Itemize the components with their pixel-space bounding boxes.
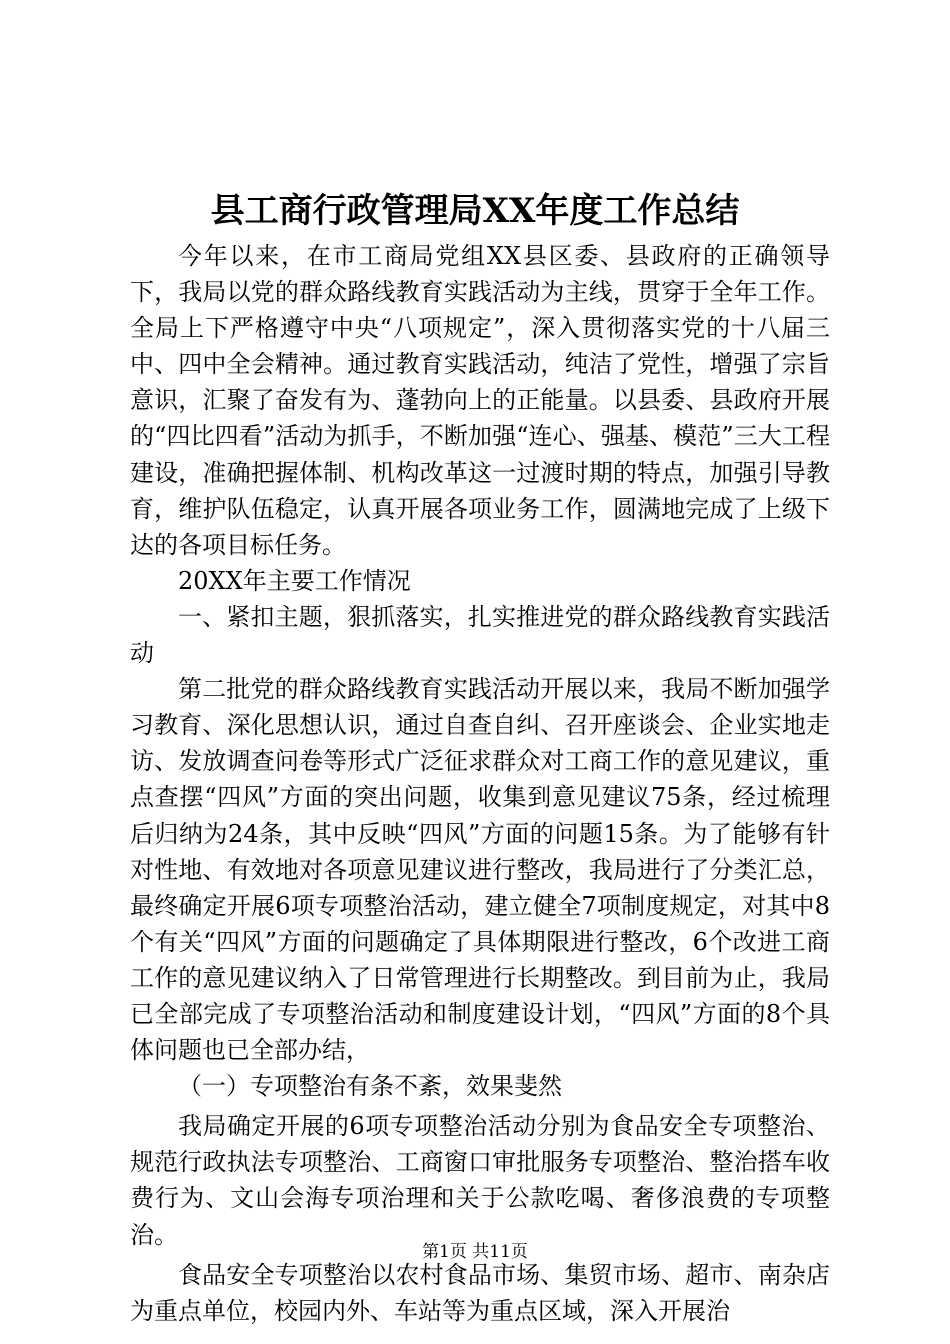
paragraph-intro: 今年以来，在市工商局党组XX县区委、县政府的正确领导下，我局以党的群众路线教育实践活动为主线，贯穿于全年工作。全局上下严格遵守中央“八项规定”，深入贯彻落实党的十八届三中、四中全会精神。通过教育实践活动，纯洁了党性，增强了宗旨意识，汇聚了奋发有为、蓬勃向上的正能量。以县委、县政府开展的“四比四看”活动为抓手，不断加强“连心、强基、模范”三大工程建设，准确把握体制、机构改革这一过渡时期的特点，加强引导教育，维护队伍稳定，认真开展各项业务工作，圆满地完成了上级下达的各项目标任务。	[130, 242, 830, 559]
paragraph-subheading-one: （一）专项整治有条不紊，效果斐然	[178, 1072, 562, 1101]
document-body	[130, 238, 830, 1329]
paragraph-heading-one: 一、紧扣主题，狠抓落实，扎实推进党的群众路线教育实践活动	[130, 602, 830, 668]
page-number-footer: 第1页 共11页	[422, 1242, 528, 1262]
paragraph-rectification: 我局确定开展的6项专项整治活动分别为食品安全专项整治、规范行政执法专项整治、工商窗口审批服务专项整治、整治搭车收费行为、文山会海专项治理和关于公款吃喝、奢侈浪费的专项整治。	[130, 1112, 830, 1249]
paragraph-food-safety: 食品安全专项整治以农村食品市场、集贸市场、超市、南杂店为重点单位，校园内外、车站等为重点区域，深入开展治	[130, 1260, 830, 1325]
paragraph-campaign: 第二批党的群众路线教育实践活动开展以来，我局不断加强学习教育、深化思想认识，通过自查自纠、召开座谈会、企业实地走访、发放调查问卷等形式广泛征求群众对工商工作的意见建议，重点查摆“四风”方面的突出问题，收集到意见建议75条，经过梳理后归纳为24条，其中反映“四风”方面的问题15条。为了能够有针对性地、有效地对各项意见建议进行整改，我局进行了分类汇总，最终确定开展6项专项整治活动，建立健全7项制度规定，对其中8个有关“四风”方面的问题确定了具体期限进行整改，6个改进工商工作的意见建议纳入了日常管理进行长期整改。到目前为止，我局已全部完成了专项整治活动和制度建设计划，“四风”方面的8个具体问题也已全部办结，	[130, 675, 830, 1065]
document-title: 县工商行政管理局XX年度工作总结	[210, 191, 740, 231]
paragraph-section-heading: 20XX年主要工作情况	[178, 566, 411, 595]
